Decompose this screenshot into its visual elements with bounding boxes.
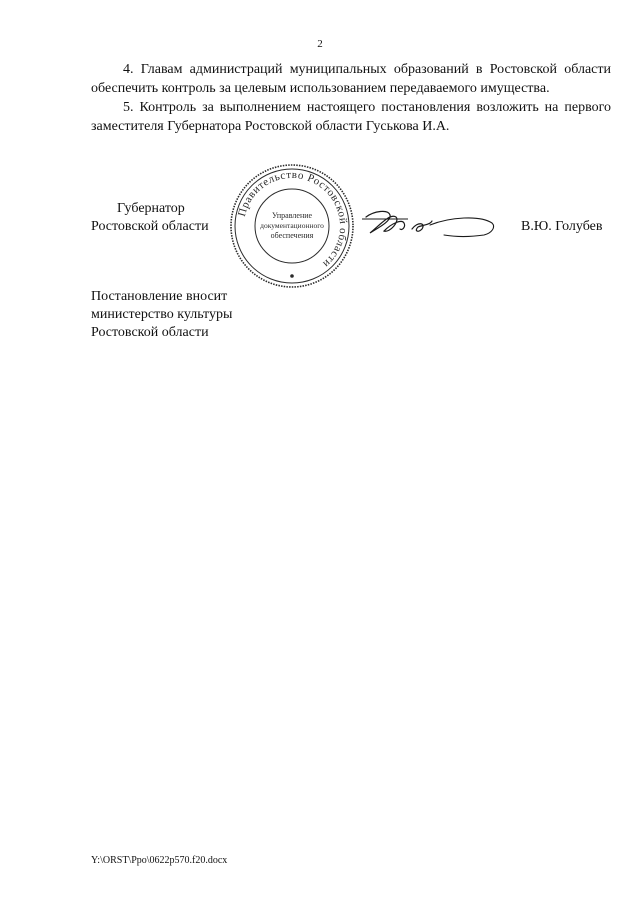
seal-center-line3: обеспечения [270,231,314,240]
submitted-by-line3: Ростовской области [91,325,209,340]
submitted-by-line1: Постановление вносит [91,289,228,304]
signer-name: В.Ю. Голубев [521,219,603,234]
signer-title-line2: Ростовской области [91,219,209,234]
submitted-by-line2: министерство культуры [91,307,233,322]
seal-ring-text: Правительство Ростовской области [235,168,350,271]
document-body [91,60,611,136]
handwritten-signature [360,203,500,243]
paragraph-4: 4. Главам администраций муниципальных образований в Ростовской области обеспечить контроль за целевым использованием передаваемого имущества. [91,62,611,96]
signer-title-line1: Губернатор [117,201,185,216]
seal-center-line2: документационного [260,221,324,230]
signer-title [91,200,209,236]
official-seal [229,163,355,289]
submitted-by [91,288,232,342]
page-number: 2 [317,38,323,50]
seal-star-icon [290,274,294,278]
paragraph-5: 5. Контроль за выполнением настоящего постановления возложить на первого заместителя Губернатора Ростовской области Гуськова И.А. [91,100,611,134]
seal-center-line1: Управление [271,211,313,220]
file-path-footer: Y:\ORST\Ppo\0622p570.f20.docx [91,855,228,866]
